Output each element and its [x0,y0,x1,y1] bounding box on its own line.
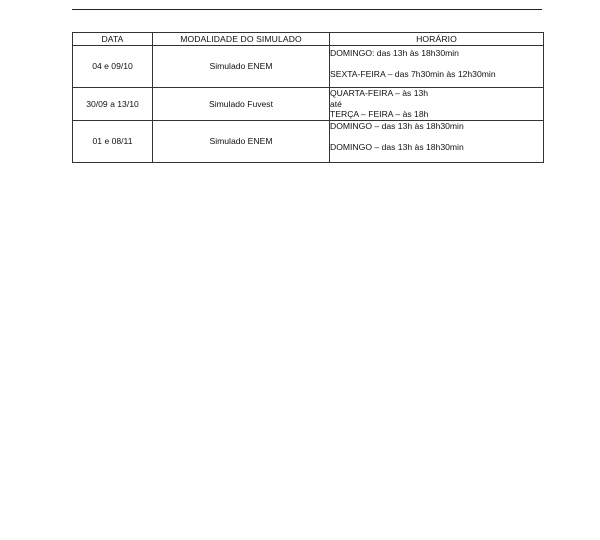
cell-modalidade: Simulado Fuvest [153,88,330,121]
header-horario: HORÁRIO [330,33,544,46]
cell-data: 04 e 09/10 [73,46,153,88]
cell-data: 01 e 08/11 [73,120,153,162]
table-row [73,88,544,121]
cell-horario [330,88,544,121]
horario-line: DOMINGO – das 13h às 18h30min [330,120,464,131]
cell-modalidade: Simulado ENEM [153,120,330,162]
table-row [73,46,544,88]
cell-modalidade: Simulado ENEM [153,46,330,88]
top-rule [72,9,542,10]
horario-line: QUARTA-FEIRA – às 13h [330,88,429,98]
horario-line: TERÇA – FEIRA – às 18h [330,109,429,119]
horario-line: SEXTA-FEIRA – das 7h30min às 12h30min [330,69,496,79]
header-data: DATA [73,33,153,46]
cell-data: 30/09 a 13/10 [73,88,153,121]
horario-line: até [330,98,342,109]
cell-horario [330,46,544,88]
horario-line: DOMINGO – das 13h às 18h30min [330,141,464,152]
header-modalidade: MODALIDADE DO SIMULADO [153,33,330,46]
horario-line: DOMINGO: das 13h às 18h30min [330,48,459,58]
cell-horario [330,120,544,162]
table-row [73,120,544,162]
schedule-table [72,32,544,163]
table-header-row [73,33,544,46]
